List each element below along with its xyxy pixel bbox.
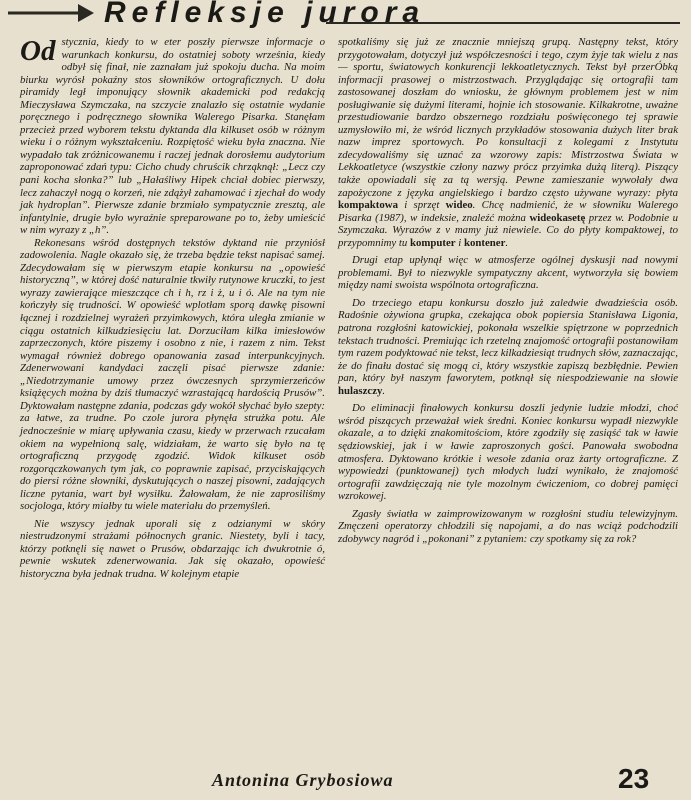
paragraph: Nie wszyscy jednak uporali się z odzianymi w skóry niestrudzonymi strażami północnych granic. Niestety, byli i tacy, którzy potknęli się nawet o Prusów, obdarzając ich dwukrotnie ó, pewnie wskutek zdenerwowania. Jak się okazało, opowieść historyczna była jednak trudna. W kolejnym etapie (20, 517, 325, 580)
paragraph: Drugi etap upłynął więc w atmosferze ogólnej dyskusji nad nowymi problemami. Był to niezwykle sympatyczny akcent, wytworzyła się bowiem między nami swoista wspólnota ortograficzna. (338, 254, 678, 292)
arrow-right-icon (8, 2, 94, 24)
paragraph: spotkaliśmy się już ze znacznie mniejszą grupą. Następny tekst, który przygotowałam, dotyczył już współczesności i tego, czym żyje tak wielu z nas — sportu, światowych konkurencji lekkoatletycznych. Tekst był przerÓbką informacji prasowej o mistrzostwach. Przyglądając się ortografii tam zastosowanej doszłam do wniosku, że głównym problemem jest w nim posługiwanie się dużymi literami, hojnie ich stosowanie. Kilkakrotne, uważne przestudiowanie bardzo obszernego rozdziału poświęconego tej sprawie uzmysłowiło mi, że wśród licznych przykładów stosowania dużych liter brak nazw imprez sportowych. Po konsultacji z kolegami z Instytutu zdecydowaliśmy się uznać za wzorowy zapis: Mistrzostwa Świata w Lekkoatletyce (wszystkie człony nazwy prócz przyimka dużą literą). Piszący także opowiadali się za tą wersją. Pewne zamieszanie wywołały dwa zapożyczone z języka angielskiego i bardzo często używane wyrazy: płyta kompaktowa i sprzęt wideo. Chcę nadmienić, że w słowniku Walerego Pisarka (1987), w indeksie, znaleźć można wideokasetę przez w. Podobnie u Szymczaka. Wyrazów z v mamy już niewiele. Co do płyty kompaktowej, to przypomnimy tu komputer i kontener. (338, 36, 679, 249)
paragraph: Od stycznia, kiedy to w eter poszły pierwsze informacje o warunkach konkursu, do ostatniej soboty września, kiedy odbył się finał, nie zaznałam już spokoju ducha. Na moim biurku wyrósł pokaźny stos słowników ortograficznych. U dołu piramidy legł imponujący słownik akademicki pod redakcją Mieczysława Szymczaka, na szczycie znalazło się ostatnie wydanie poręcznego i podręcznego słownika Walerego Pisarka. Stanęłam przecież przed wyborem tekstu dyktanda dla kilkuset osób w różnym wieku i o różnym wykształceniu. Rozpiętość wieku była znaczna. Nie wypadało tak zróżnicowanemu i raczej jednak dorosłemu audytorium zaproponować zdań typu: Cicho chudy chruścik chrząknął: „Lecz czy pani kocha słonka?” lub „Hałaśliwy Hipek chciał dobiec pierwszy, lecz zahaczył nogą o korzeń, nie zdążył zahamować i zjechał do wody jak hydroplan”. Pierwsze zdanie brzmiało sympatycznie zresztą, ale infantylnie, drugie było wyraźnie spreparowane po to, żeby umieścić w nim wyrazy z „h”. (20, 35, 325, 237)
title-rule (326, 22, 680, 24)
paragraph: Zgasły światła w zaimprowizowanym w rozgłośni studiu telewizyjnym. Zmęczeni operatorzy chłodzili się napojami, a do nas wciąż podchodzili zdobywcy nagród i „pokonani” z pytaniem: czy spotkamy się za rok? (338, 507, 678, 545)
author-signature: Antonina Grybosiowa (212, 770, 394, 790)
article-column-right (338, 36, 678, 545)
paragraph: Do eliminacji finałowych konkursu doszli jedynie ludzie młodzi, choć wśród piszących przeważał wiek średni. Koniec konkursu wypadł niezwykle okazale, a to dzięki znakomitościom, które zgodziły się zasiąść tak w ławie sędziowskiej, jak i w ławie zaproszonych gości. Panowała swobodna atmosfera. Dyktowano krótkie i wesołe zdania oraz żarty ortograficzne. Z wypowiedzi (punktowanej) tych młodych ludzi wynikało, że znajomość ortografii zawdzięczają nie tyle mozolnym ćwiczeniom, co dobrej pamięci wzrokowej. (338, 402, 678, 503)
page-number: 23 (618, 763, 650, 794)
article-title: Refleksje jurora (104, 0, 426, 29)
paragraph: Rekonesans wśród dostępnych tekstów dyktand nie przyniósł zadowolenia. Nagle okazało się, że trzeba będzie tekst napisać samej. Zdecydowałam się w pierwszym etapie konkursu na „opowieść historyczną”, w której dość naturalnie tkwiły rutynowe kruczki, to jest wyrazy zawierające mieszczące ch i h, rz i ż, u i ó. Ale na tym nie kończyły się trudności. W opowieść wplotłam sporą dawkę pisowni łącznej i rozdzielnej wyrażeń przyimkowych, która uległa zmianie w ciągu ostatnich kilkudziesięciu lat. Dorzuciłam kilka imiesłowów zaprzeczonych, które piszemy i osobno z nie, i razem z nim. Tekst wymagał również dobrego opanowania zasad interpunkcyjnych. Zdenerwowani kandydaci zaczęli pisać pierwsze zdanie: „Niedotrzymanie umowy przez ówczesnych sprzymierzeńców książęcych można by dziś tłumaczyć wzrastającą hardością Prusów”. Dyktowałam następne zdania, podczas gdy wokół słychać było szepty: za łatwe, za trudne. Po czole jurora płynęła strużka potu. Ale jednocześnie w miarę upływania czasu, kiedy w przerwach rzucałam okiem na wypełnioną salę, widziałam, że warto się było na tę ortograficzną przygodę zgodzić. Widok kilkuset osób rozgorączkowanych tym jak, co poprawnie zapisać, przyciskających do piersi różne słowniki, dyskutujących o naszej pisowni, zadających liczne pytania, wart był wysiłku. Żałowałam, że nie zaprosiliśmy socjologa, który miałby tu wiele materiału do przemyśleń. (20, 236, 325, 513)
drop-cap: Od (20, 35, 56, 67)
article-column-left (20, 36, 325, 581)
paragraph: Do trzeciego etapu konkursu doszło już zaledwie dwadzieścia osób. Radośnie ożywiona grupka, czekająca obok popiersia Stanisława Ligonia, patrona rozgłośni katowickiej, pokonała wszelkie spiętrzone w poprzednich tekstach trudności. Premiując ich rzetelną znajomość ortografii postanowiłam tym razem podyktować nie tekst, lecz kilkadziesiąt trudnych słów, zaznaczając, że do finału dostać się mogą ci, który wszystkie zapiszą bezbłędnie. Pewien pan, który był naszym faworytem, potknął się niespodziewanie na słowie hulaszczy. (338, 296, 678, 397)
